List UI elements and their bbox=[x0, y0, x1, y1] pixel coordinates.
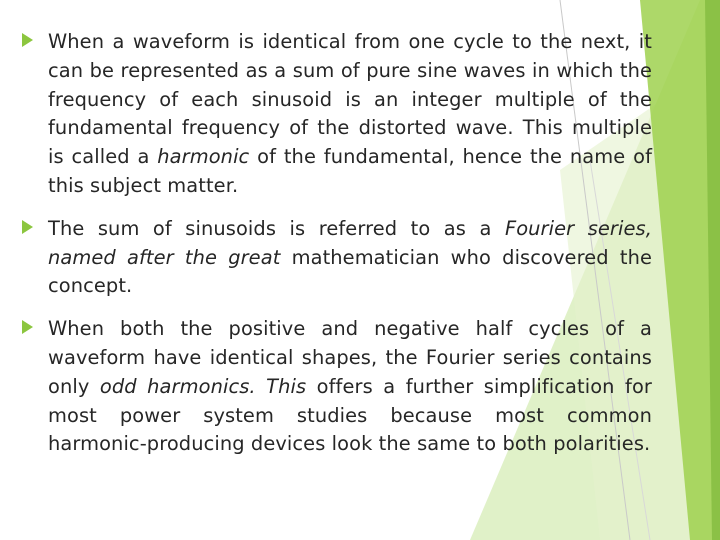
slide-content bbox=[22, 28, 652, 473]
bullet-text bbox=[48, 215, 652, 301]
text-run: of the fundamental, hence the name of this subject matter. bbox=[48, 145, 652, 197]
text-run: When a waveform is identical from one cycle to the next, it can be represented as a sum of pure sine waves in which the frequency of each sinusoid is an integer multiple of the fundamental frequency of the distorted wave. This multiple is called a bbox=[48, 30, 652, 169]
bullet-arrow-icon bbox=[22, 320, 33, 334]
italic-text-run: Fourier series, named after the great bbox=[48, 216, 652, 269]
bullet-arrow-icon bbox=[22, 33, 33, 47]
text-run: offers a further simplification for most power system studies because most common harmonic-producing devices look the same to both polarities. bbox=[48, 374, 653, 456]
bullet-text bbox=[48, 28, 652, 201]
bullet-item bbox=[22, 315, 652, 459]
text-run: The sum of sinusoids is referred to as a bbox=[48, 216, 505, 240]
bullet-item bbox=[22, 215, 652, 301]
text-run: When both the positive and negative half cycles of a waveform have identical shapes, the Fourier series contains only bbox=[48, 317, 652, 398]
italic-text-run: harmonic bbox=[157, 145, 250, 169]
bullet-text bbox=[48, 315, 652, 459]
italic-text-run: odd harmonics. This bbox=[99, 374, 307, 398]
bullet-arrow-icon bbox=[22, 220, 33, 234]
bullet-item bbox=[22, 28, 652, 201]
text-run: mathematician who discovered the concept. bbox=[48, 245, 652, 298]
